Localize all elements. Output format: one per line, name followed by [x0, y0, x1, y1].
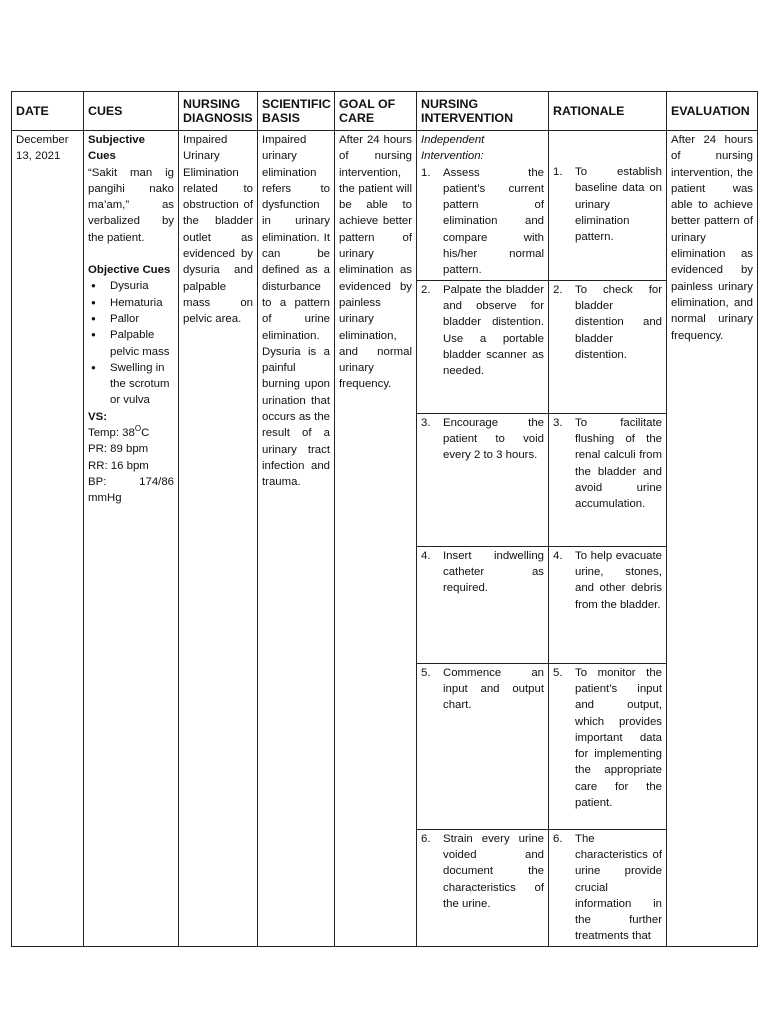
rationale-item: 1. To establish baseline data on urinary elimination pattern.: [553, 166, 662, 244]
rationale-item: 2. To check for bladder distention and bladder distention.: [553, 283, 662, 361]
vital-signs-heading: VS:: [88, 410, 107, 423]
rationale-item: 5. To monitor the patient’s input and output, which provides important data for implementing the appropriate care for the patient.: [553, 666, 662, 810]
header-evaluation: EVALUATION: [667, 92, 758, 131]
header-date: DATE: [12, 92, 84, 131]
intervention-item: 4. Insert indwelling catheter as required.: [421, 549, 544, 595]
list-item: ● Palpable pelvic mass: [88, 327, 174, 360]
list-item: ● Dysuria: [88, 278, 174, 294]
cues-cell: [84, 131, 179, 947]
nursing-diagnosis-cell: Impaired Urinary Elimination related to obstruction of the bladder outlet as evidenced by dysuria and palpable mass on pelvic area.: [179, 131, 258, 947]
header-row: [12, 92, 758, 131]
intervention-item: 5. Commence an input and output chart.: [421, 666, 544, 712]
vital-sign-temp: Temp: $38^OC$: [88, 424, 150, 440]
intervention-item: 6. Strain every urine voided and document the characteristics of the urine.: [421, 832, 544, 910]
list-item: ● Pallor: [88, 311, 174, 327]
header-rationale: RATIONALE: [549, 92, 667, 131]
rationale-cell-5: [549, 663, 667, 829]
scientific-basis-cell: Impaired urinary elimination refers to dysfunction in urinary elimination. It can be defined as a disturbance to a pattern of urine elimination. Dysuria is a painful burning upon urination that occurs as the result of a urinary tract infection and trauma.: [258, 131, 335, 947]
intervention-cell-5: [417, 663, 549, 829]
list-item: ● Swelling in the scrotum or vulva: [88, 360, 174, 409]
vital-sign-bp: BP: 174/86 mmHg: [88, 475, 174, 505]
header-nursing-diagnosis: NURSING DIAGNOSIS: [179, 92, 258, 131]
date-cell: December 13, 2021: [12, 131, 84, 947]
intervention-item: 1. Assess the patient’s current pattern of elimination and compare with his/her normal pattern.: [421, 166, 544, 277]
rationale-item: 3. To facilitate flushing of the renal calculi from the bladder and avoid urine accumulation.: [553, 416, 662, 511]
intervention-cell-1: [417, 131, 549, 281]
rationale-item: 6. The characteristics of urine provide crucial information in the further treatments that: [553, 832, 662, 943]
objective-cues-heading: Objective Cues: [88, 264, 171, 277]
intervention-cell-2: [417, 280, 549, 413]
rationale-cell-6: [549, 829, 667, 946]
evaluation-cell: After 24 hours of nursing intervention, the patient was able to achieve better pattern of urinary elimination as evidenced by painless urinary elimination, and normal urinary frequency.: [667, 131, 758, 947]
rationale-cell-1: [549, 131, 667, 281]
list-item: ● Hematuria: [88, 295, 174, 311]
objective-cues-list: [88, 278, 174, 408]
rationale-cell-3: [549, 413, 667, 546]
nursing-care-plan: [11, 91, 757, 947]
rationale-cell-4: [549, 546, 667, 663]
subjective-cues-heading: Subjective Cues: [88, 134, 145, 163]
intervention-heading: Independent Intervention:: [421, 134, 485, 163]
intervention-item: 2. Palpate the bladder and observe for bladder distention. Use a portable bladder scanner as needed.: [421, 283, 544, 378]
rationale-item: 4. To help evacuate urine, stones, and other debris from the bladder.: [553, 549, 662, 611]
intervention-cell-4: [417, 546, 549, 663]
care-plan-table: [11, 91, 758, 947]
goal-of-care-cell: After 24 hours of nursing intervention, the patient will be able to achieve better pattern of urinary elimination as evidenced by painless urinary elimination, and normal urinary frequency.: [335, 131, 417, 947]
header-cues: CUES: [84, 92, 179, 131]
rationale-cell-2: [549, 280, 667, 413]
intervention-cell-3: [417, 413, 549, 546]
header-goal-of-care: GOAL OF CARE: [335, 92, 417, 131]
intervention-cell-6: [417, 829, 549, 946]
intervention-item: 3. Encourage the patient to void every 2 to 3 hours.: [421, 416, 544, 462]
header-nursing-intervention: NURSING INTERVENTION: [417, 92, 549, 131]
vital-sign-pr: PR: 89 bpm: [88, 443, 149, 456]
vital-sign-rr: RR: 16 bpm: [88, 459, 149, 472]
header-scientific-basis: SCIENTIFIC BASIS: [258, 92, 335, 131]
subjective-cues-text: “Sakit man ig pangihi nako ma’am,” as verbalized by the patient.: [88, 166, 174, 244]
